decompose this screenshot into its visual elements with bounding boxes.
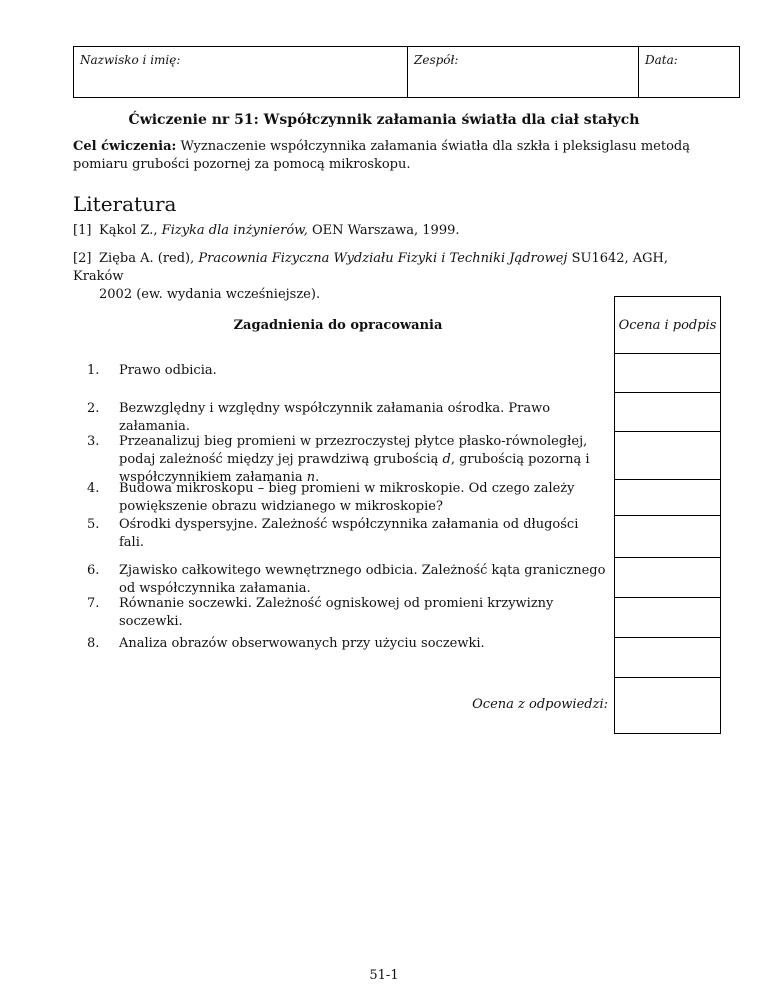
grade-cell-6[interactable] xyxy=(615,557,720,597)
topic-item xyxy=(87,362,607,380)
topic-text: Analiza obrazów obserwowanych przy użyciu soczewki. xyxy=(119,636,485,651)
exercise-goal xyxy=(73,138,713,174)
grade-cell-8[interactable] xyxy=(615,637,720,677)
grade-cell-final[interactable] xyxy=(615,677,720,733)
topic-number: 7. xyxy=(87,596,100,611)
final-grade-label: Ocena z odpowiedzi: xyxy=(472,697,608,712)
reference-author: Zięba A. (red), xyxy=(99,251,195,266)
grade-cell-7[interactable] xyxy=(615,597,720,637)
topic-number: 6. xyxy=(87,563,100,578)
grade-cell-2[interactable] xyxy=(615,392,720,431)
topic-item xyxy=(87,480,607,516)
topics-heading: Zagadnienia do opracowania xyxy=(233,318,443,333)
team-cell[interactable] xyxy=(408,47,639,97)
topic-item xyxy=(87,400,607,436)
topic-number: 3. xyxy=(87,434,100,449)
reference-author: Kąkol Z., xyxy=(99,223,158,238)
reference-item xyxy=(73,222,713,240)
name-label: Nazwisko i imię: xyxy=(80,53,181,67)
reference-title: Pracownia Fizyczna Wydziału Fizyki i Techniki Jądrowej xyxy=(198,251,568,266)
reference-number: [2] xyxy=(73,251,92,266)
topic-number: 1. xyxy=(87,363,100,378)
topic-text: Przeanalizuj bieg promieni w przezroczystej płytce płasko-równoległej, podaj zależność między jej prawdziwą grubością d, grubością pozorną i współczynnikiem załamania n. xyxy=(119,434,590,485)
topic-item xyxy=(87,516,607,552)
topic-text: Prawo odbicia. xyxy=(119,363,217,378)
topic-item xyxy=(87,562,607,598)
date-label: Data: xyxy=(645,53,678,67)
grade-cell-3[interactable] xyxy=(615,431,720,479)
grade-cell-1[interactable] xyxy=(615,353,720,392)
exercise-title: Ćwiczenie nr 51: Współczynnik załamania światła dla ciał stałych xyxy=(128,112,640,128)
goal-label: Cel ćwiczenia: xyxy=(73,139,177,154)
topic-item xyxy=(87,595,607,631)
team-label: Zespół: xyxy=(414,53,459,67)
reference-title: Fizyka dla inżynierów, xyxy=(161,223,308,238)
topic-number: 2. xyxy=(87,401,100,416)
var-d: d xyxy=(442,452,451,467)
topic-item xyxy=(87,635,607,653)
topic-number: 4. xyxy=(87,481,100,496)
topic-number: 8. xyxy=(87,636,100,651)
header-table xyxy=(73,46,740,98)
page-number: 51-1 xyxy=(369,968,399,983)
date-cell[interactable] xyxy=(639,47,741,97)
topic-text: Budowa mikroskopu – bieg promieni w mikroskopie. Od czego zależy powiększenie obrazu widzianego w mikroskopie? xyxy=(119,481,575,514)
literature-heading: Literatura xyxy=(73,192,177,216)
grade-cell-5[interactable] xyxy=(615,515,720,557)
reference-number: [1] xyxy=(73,223,92,238)
var-n: n xyxy=(306,470,316,485)
topic-text: Równanie soczewki. Zależność ogniskowej od promieni krzywizny soczewki. xyxy=(119,596,554,629)
grade-column-label: Ocena i podpis xyxy=(618,318,717,333)
topic-text: Zjawisko całkowitego wewnętrznego odbicia. Zależność kąta granicznego od współczynnika załamania. xyxy=(119,563,606,596)
topic-number: 5. xyxy=(87,517,100,532)
reference-continuation: 2002 (ew. wydania wcześniejsze). xyxy=(99,287,321,302)
topic-text: Ośrodki dyspersyjne. Zależność współczynnika załamania od długości fali. xyxy=(119,517,579,550)
topic-item xyxy=(87,433,607,487)
name-cell[interactable] xyxy=(74,47,408,97)
reference-publisher: OEN Warszawa, 1999. xyxy=(312,223,460,238)
topic-text: Bezwzględny i względny współczynnik załamania ośrodka. Prawo załamania. xyxy=(119,401,551,434)
grade-cell-4[interactable] xyxy=(615,479,720,515)
grade-box xyxy=(614,296,721,734)
reference-publisher: SU1642, AGH, Kraków xyxy=(73,251,669,284)
goal-text: Wyznaczenie współczynnika załamania światła dla szkła i pleksiglasu metodą pomiaru grubości pozornej za pomocą mikroskopu. xyxy=(73,139,690,172)
